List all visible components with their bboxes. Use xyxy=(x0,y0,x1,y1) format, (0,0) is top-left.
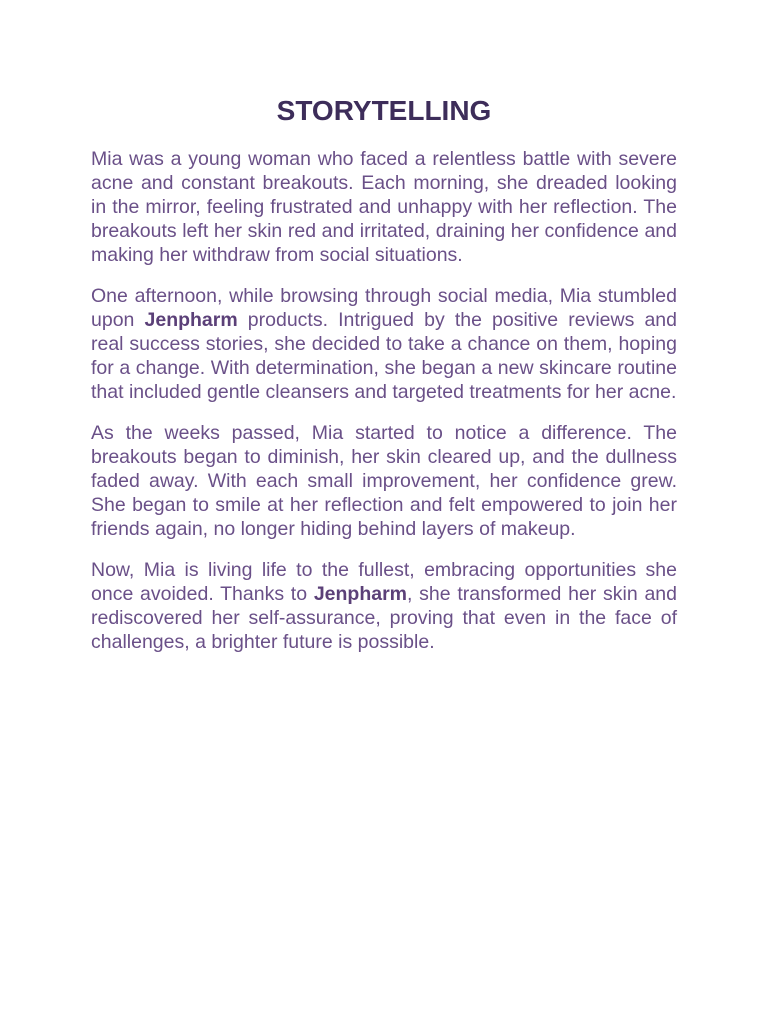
brand-name: Jenpharm xyxy=(313,583,408,605)
paragraph-text-before: Now, Mia is living life to the fullest, embracing opportunities she once avoided. Thanks to xyxy=(91,559,677,605)
paragraph-text-before: One afternoon, while browsing through social media, Mia stumbled upon xyxy=(91,285,677,331)
paragraph-text-after: products. Intrigued by the positive reviews and real success stories, she decided to take a chance on them, hoping for a change. With determination, she began a new skincare routine that included gentle cleansers and targeted treatments for her acne. xyxy=(91,309,677,403)
page-title: STORYTELLING xyxy=(276,95,492,126)
story-paragraph-1: Mia was a young woman who faced a relentless battle with severe acne and constant breakouts. Each morning, she dreaded looking in the mirror, feeling frustrated and unhappy with her reflection. The breakouts left her skin red and irritated, draining her confidence and making her withdraw from social situations. xyxy=(91,148,677,266)
brand-name: Jenpharm xyxy=(144,309,238,331)
story-paragraph-2 xyxy=(91,284,677,404)
story-paragraph-4 xyxy=(91,558,677,654)
story-paragraph-3: As the weeks passed, Mia started to notice a difference. The breakouts began to diminish, her skin cleared up, and the dullness faded away. With each small improvement, her confidence grew. She began to smile at her reflection and felt empowered to join her friends again, no longer hiding behind layers of makeup. xyxy=(91,422,677,540)
story-body xyxy=(91,147,677,671)
paragraph-text-after: , she transformed her skin and rediscovered her self-assurance, proving that even in the face of challenges, a brighter future is possible. xyxy=(91,583,677,653)
